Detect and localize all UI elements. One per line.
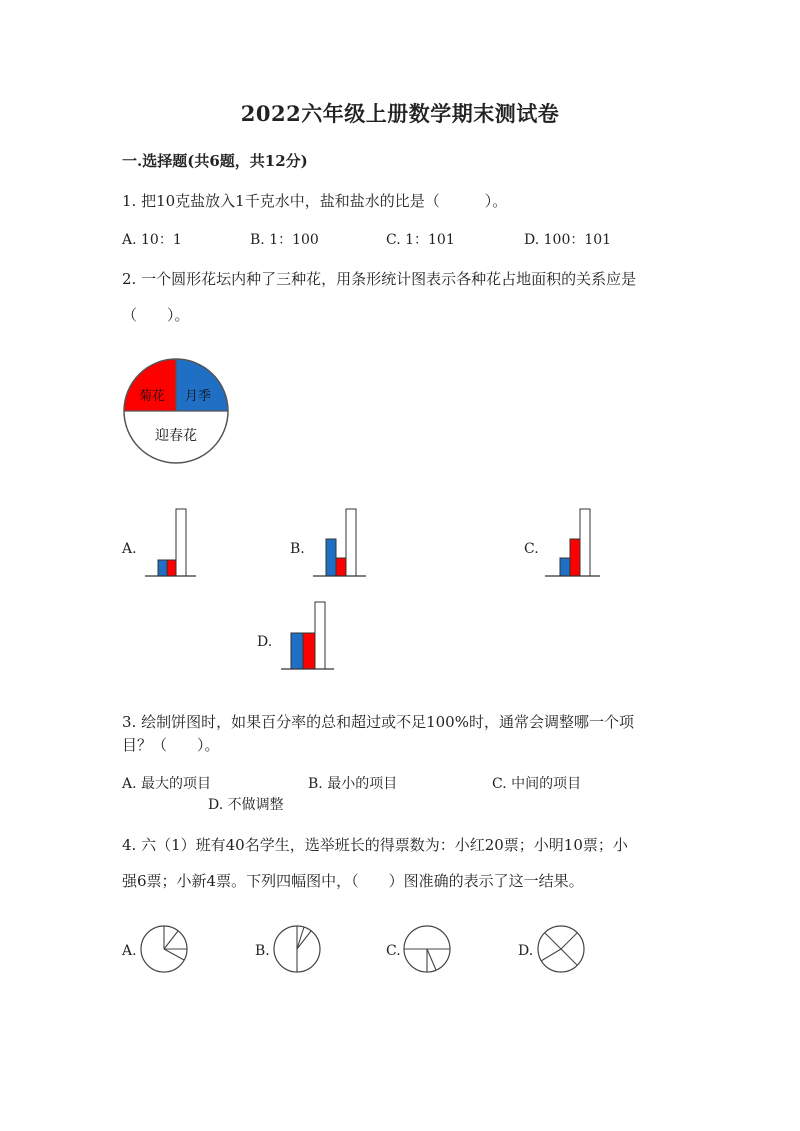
q4-option-a-label: A. xyxy=(122,943,137,959)
bar-red xyxy=(336,558,346,576)
bar-blue xyxy=(291,633,303,669)
q1-option-a: A. 10：1 xyxy=(122,232,182,248)
q4-option-c-label: C. xyxy=(386,943,401,959)
q3-option-b: B. 最小的项目 xyxy=(308,776,398,792)
q4-option-d-pie xyxy=(537,925,587,975)
question-3-text-line1: 3. 绘制饼图时，如果百分率的总和超过或不足100%时，通常会调整哪一个项 xyxy=(122,713,634,731)
bar-red xyxy=(570,539,580,576)
question-4-text-line2: 强6票；小新4票。下列四幅图中，（ ）图准确的表示了这一结果。 xyxy=(122,872,584,890)
pie-label-juhua: 菊花 xyxy=(138,389,166,404)
q3-option-d: D. 不做调整 xyxy=(208,797,284,813)
question-2-text-line2: （ ）。 xyxy=(122,306,190,324)
bar-red xyxy=(303,633,315,669)
section-heading: 一.选择题(共6题，共12分) xyxy=(122,152,308,170)
q3-option-c: C. 中间的项目 xyxy=(492,776,582,792)
question-3-text-line2: 目？（ ）。 xyxy=(122,736,220,754)
pie-label-yingchunhua: 迎春花 xyxy=(155,428,197,444)
bar-blue xyxy=(158,560,167,576)
q2-option-b-bar-chart xyxy=(308,505,368,580)
q4-option-b-pie xyxy=(273,925,323,975)
flower-pie-chart xyxy=(120,355,232,467)
q3-option-a: A. 最大的项目 xyxy=(122,776,212,792)
q2-option-a-label: A. xyxy=(122,541,137,557)
q4-option-b-label: B. xyxy=(255,943,270,959)
q2-option-a-bar-chart xyxy=(140,505,200,580)
q2-option-d-label: D. xyxy=(257,634,273,650)
bar-blue xyxy=(560,558,570,576)
bar-red xyxy=(167,560,176,576)
q1-option-c: C. 1：101 xyxy=(386,232,455,248)
q2-option-d-bar-chart xyxy=(276,598,336,673)
q4-option-d-label: D. xyxy=(518,943,534,959)
q2-option-b-label: B. xyxy=(290,541,305,557)
q2-option-c-label: C. xyxy=(524,541,539,557)
page-title: 2022六年级上册数学期末测试卷 xyxy=(240,101,560,126)
bar-white xyxy=(176,509,186,576)
bar-white xyxy=(315,602,325,669)
question-2-text-line1: 2. 一个圆形花坛内种了三种花，用条形统计图表示各种花占地面积的关系应是 xyxy=(122,270,637,288)
bar-blue xyxy=(326,539,336,576)
question-4-text-line1: 4. 六（1）班有40名学生，选举班长的得票数为：小红20票；小明10票；小 xyxy=(122,836,628,854)
bar-white xyxy=(580,509,590,576)
q1-option-b: B. 1：100 xyxy=(250,232,319,248)
pie-label-yueji: 月季 xyxy=(184,389,212,404)
q4-option-a-pie xyxy=(140,925,190,975)
q1-option-d: D. 100：101 xyxy=(524,232,612,248)
q2-option-c-bar-chart xyxy=(540,505,605,580)
question-1-text: 1. 把10克盐放入1千克水中，盐和盐水的比是（ ）。 xyxy=(122,192,508,210)
bar-white xyxy=(346,509,356,576)
q4-option-c-pie xyxy=(403,925,453,975)
